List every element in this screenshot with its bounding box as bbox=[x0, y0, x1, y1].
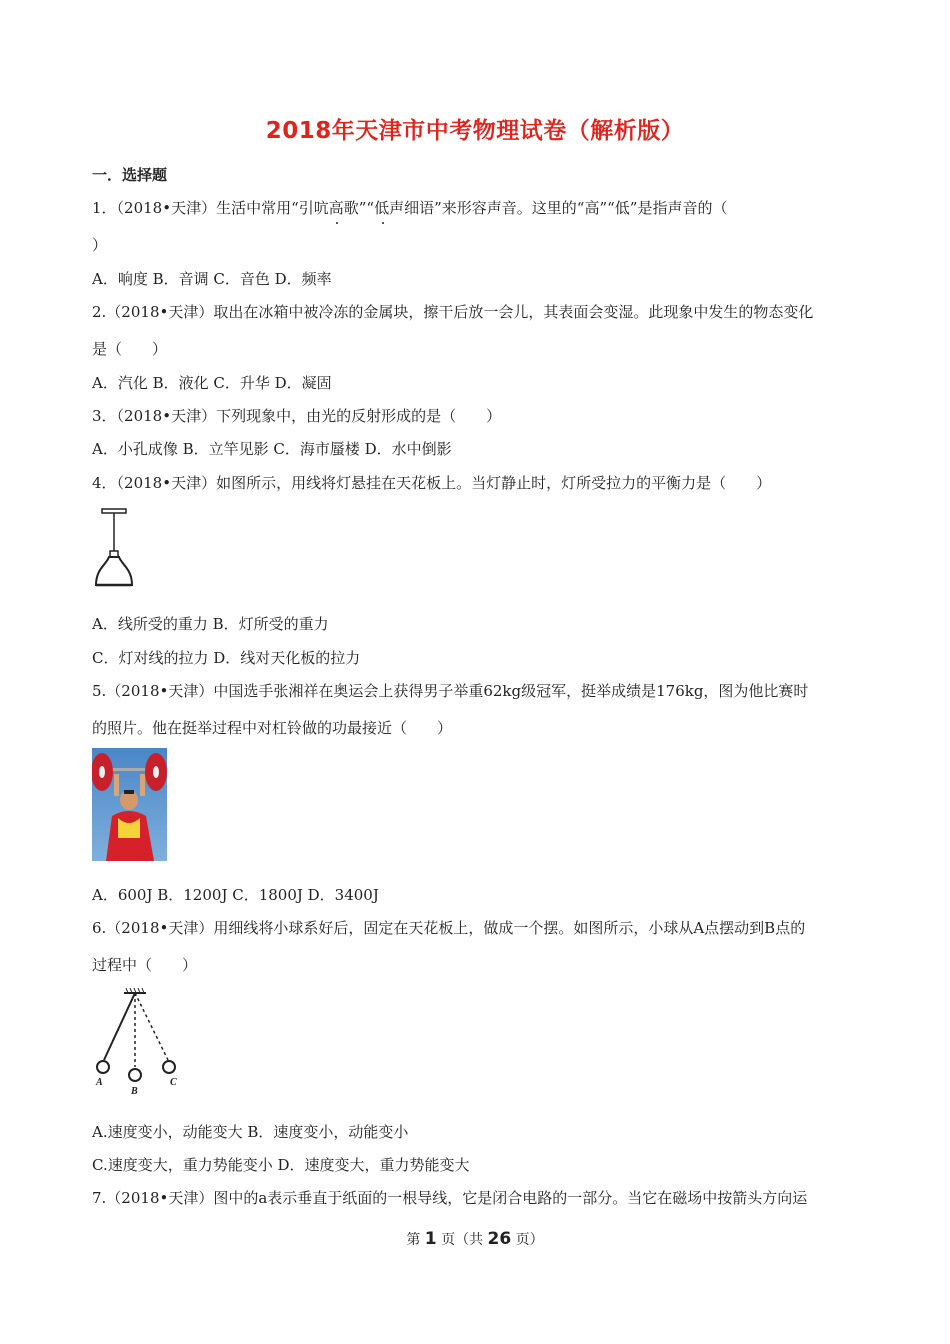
footer-middle: 页（共 bbox=[436, 1232, 488, 1248]
question-6-options-2: C.速度变大，重力势能变小 D．速度变大，重力势能变大 bbox=[92, 1156, 470, 1174]
question-4-options-2: C．灯对线的拉力 D．线对天化板的拉力 bbox=[92, 649, 361, 667]
question-6-line-1: 6.（2018•天津）用细线将小球系好后，固定在天花板上，做成一个摆。如图所示，小球从A点摆动到B点的 bbox=[92, 919, 806, 937]
question-1-text-c: 声细语”来形容声音。这里的“高”“低”是指声音的（ bbox=[389, 199, 728, 217]
emphasis-dot-high: 高 bbox=[328, 199, 344, 217]
question-6-line-2: 过程中（ ） bbox=[92, 956, 198, 974]
question-1-text-b: 歌”“ bbox=[343, 199, 375, 217]
section-heading: 一．选择题 bbox=[92, 166, 168, 184]
pendulum-label-b: B bbox=[131, 1086, 138, 1097]
pendulum-label-c: C bbox=[170, 1077, 177, 1088]
question-1-text-a: 1．（2018•天津）生活中常用“引吭 bbox=[92, 199, 329, 217]
question-4-options-1: A．线所受的重力 B．灯所受的重力 bbox=[92, 615, 329, 633]
question-1-options: A．响度 B．音调 C．音色 D．频率 bbox=[92, 270, 332, 288]
question-5-line-2: 的照片。他在挺举过程中对杠铃做的功最接近（ ） bbox=[92, 719, 453, 737]
weightlifter-photo bbox=[92, 748, 167, 861]
total-pages: 26 bbox=[487, 1229, 512, 1249]
page-title: 2018年天津市中考物理试卷（解析版） bbox=[265, 118, 685, 144]
question-7-line-1: 7.（2018•天津）图中的a表示垂直于纸面的一根导线，它是闭合电路的一部分。当它在磁场中按箭头方向运 bbox=[92, 1189, 808, 1207]
hanging-lamp-figure bbox=[92, 507, 140, 591]
question-2-line-1: 2.（2018•天津）取出在冰箱中被冷冻的金属块，擦干后放一会儿，其表面会变湿。此现象中发生的物态变化 bbox=[92, 303, 814, 321]
question-2-options: A．汽化 B．液化 C．升华 D．凝固 bbox=[92, 374, 332, 392]
question-5-options: A．600J B．1200J C．1800J D．3400J bbox=[92, 886, 379, 904]
question-2-line-2: 是（ ） bbox=[92, 340, 168, 358]
question-4-line-1: 4．（2018•天津）如图所示，用线将灯悬挂在天花板上。当灯静止时，灯所受拉力的平衡力是（ ） bbox=[92, 474, 772, 492]
question-6-options-1: A.速度变小，动能变大 B．速度变小，动能变小 bbox=[92, 1123, 409, 1141]
emphasis-dot-low: 低 bbox=[374, 199, 390, 217]
page-footer bbox=[0, 1229, 950, 1249]
question-3-line-1: 3．（2018•天津）下列现象中，由光的反射形成的是（ ） bbox=[92, 407, 502, 425]
pendulum-figure bbox=[90, 987, 185, 1097]
pendulum-label-a: A bbox=[96, 1077, 103, 1088]
question-1-line-1 bbox=[92, 198, 727, 218]
question-5-line-1: 5.（2018•天津）中国选手张湘祥在奥运会上获得男子举重62kg级冠军，挺举成绩是176kg，图为他比赛时 bbox=[92, 682, 809, 700]
footer-suffix: 页） bbox=[511, 1232, 544, 1248]
footer-prefix: 第 bbox=[406, 1232, 425, 1248]
question-1-line-2: ） bbox=[92, 236, 108, 254]
page-number: 1 bbox=[424, 1229, 437, 1249]
question-3-options: A．小孔成像 B．立竿见影 C．海市蜃楼 D．水中倒影 bbox=[92, 440, 452, 458]
